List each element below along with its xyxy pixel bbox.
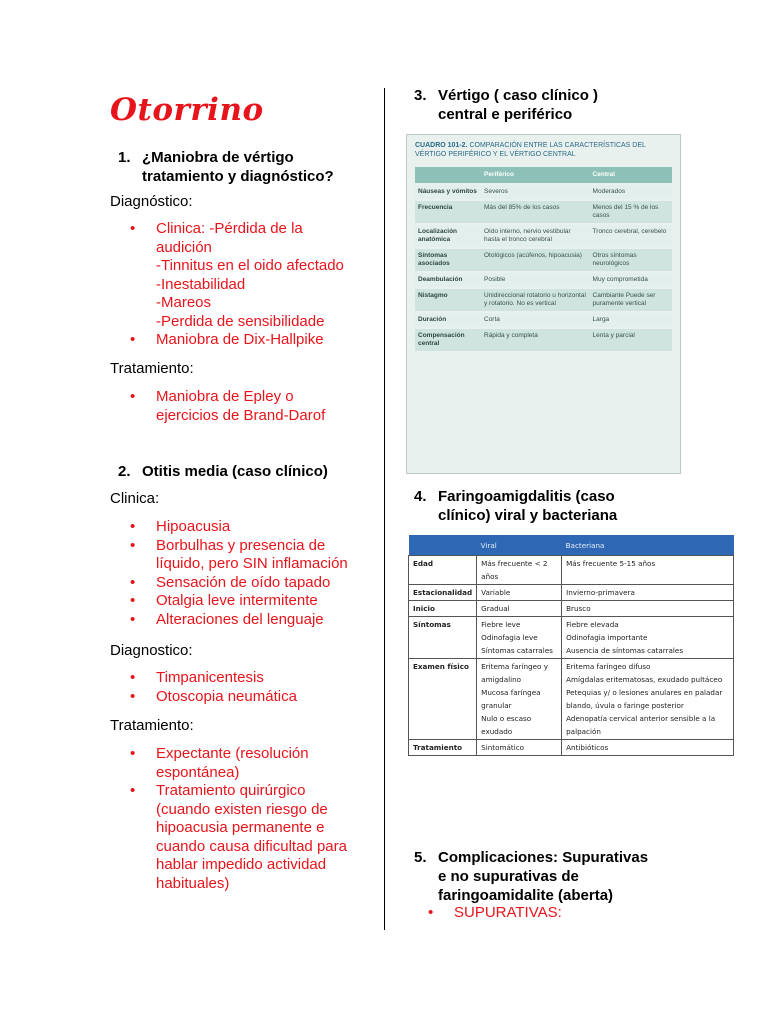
table-cell: Menos del 15 % de los casos [590,200,672,224]
column-header: Viral [477,535,562,556]
table-row [415,272,672,288]
question-5 [414,848,648,905]
table-row [409,601,734,617]
row-header-cell: Deambulación [415,272,481,288]
tratamiento2-list [130,745,380,893]
table-cell: Lenta y parcial [590,328,672,351]
question-number: 1. [118,149,131,166]
table-cell: Posible [481,272,590,288]
column-header [409,535,477,556]
list-item-line: • Tratamiento quirúrgico [156,782,306,799]
list-item [130,669,380,688]
row-header-cell: Localización anatómica [415,224,481,248]
row-header-cell: Síntomas [409,617,477,659]
page-title: Otorrino [110,92,264,128]
question-number: 4. [414,488,427,505]
table-cell: Larga [590,312,672,328]
row-header-cell: Estacionalidad [409,585,477,601]
table-cell: Variable [477,585,562,601]
diagnostico2-list [130,669,380,706]
list-item-line: -Inestabilidad [156,275,246,293]
list-item [130,220,380,331]
table-row [415,328,672,351]
diagnostico2-label: Diagnostico: [110,642,193,659]
table-cell: Eritema faríngeo difuso Amígdalas eritematosas, exudado pultáceo Petequias y/ o lesiones anulares en paladar blando, úvula o faringe posterior Adenopatía cervical anterior sensible a la palpación [562,659,734,740]
list-item-line: espontánea) [156,763,240,781]
table-row [409,617,734,659]
table-row [409,585,734,601]
table-cell: Fiebre leve Odinofagia leve Síntomas catarrales [477,617,562,659]
question-text: Vértigo ( caso clínico ) [438,87,599,104]
row-header-cell: Síntomas asociados [415,248,481,272]
table-cell: Rápida y completa [481,328,590,351]
row-header-cell: Frecuencia [415,200,481,224]
table-cell: Brusco [562,601,734,617]
table-cell: Más del 85% de los casos [481,200,590,224]
question-number: 3. [414,87,427,104]
question-text: Faringoamigdalitis (caso [438,488,615,505]
question-number: 5. [414,849,427,866]
list-item [130,611,382,630]
column-divider [384,88,385,930]
table-cell: Tronco cerebral, cerebelo [590,224,672,248]
complicaciones-list [428,904,728,923]
question-2 [118,462,328,481]
question-text: central e periférico [438,106,573,123]
list-item-line: • Expectante (resolución [156,745,309,762]
table-cell: Corta [481,312,590,328]
list-item-line: ejercicios de Brand-Darof [156,406,326,424]
table-cell: Antibióticos [562,740,734,756]
table-cell: Unidireccional rotatorio u horizontal y rotatorio. No es vertical [481,288,590,312]
row-header-cell: Inicio [409,601,477,617]
question-text: clínico) viral y bacteriana [438,507,618,524]
clinica-label: Clinica: [110,490,160,507]
diagnostico-label: Diagnóstico: [110,193,193,210]
table-cell: Cambiante Puede ser puramente vertical [590,288,672,312]
caption-text: COMPARACIÓN ENTRE LAS CARACTERÍSTICAS DEL VÉRTIGO PERIFÉRICO Y EL VÉRTIGO CENTRAL [415,142,646,158]
row-header-cell: Examen físico [409,659,477,740]
list-item [130,745,380,782]
list-item-line: • Otoscopia neumática [156,687,297,705]
column-header: Periférico [481,167,590,184]
column-header [415,167,481,184]
question-text: Complicaciones: Supurativas [438,849,649,866]
list-item-line: -Mareos [156,294,212,311]
row-header-cell: Edad [409,556,477,585]
table-row [415,200,672,224]
table-row [415,224,672,248]
question-text: faringoamidalite (aberta) [438,887,614,904]
table-row [409,659,734,740]
table-header-row [415,167,672,184]
table-row [415,248,672,272]
row-header-cell: Tratamiento [409,740,477,756]
list-item-line: • Clinica: -Pérdida de la [156,220,303,237]
question-text: e no supurativas de [438,868,579,885]
list-item-line: líquido, pero SIN inflamación [156,555,348,572]
table-cell: Sintomático [477,740,562,756]
row-header-cell: Náuseas y vómitos [415,184,481,200]
list-item-line: (cuando existen riesgo de [156,800,328,818]
caption-number: CUADRO 101-2. [415,142,468,149]
question-4 [414,487,617,525]
list-item-line: • Alteraciones del lenguaje [156,610,324,628]
question-text: tratamiento y diagnóstico? [142,168,334,185]
list-item-line: hablar impedido actividad [156,856,327,873]
list-item-line: -Perdida de sensibilidade [156,312,325,330]
list-item-line: • Otalgia leve intermitente [156,592,318,609]
table-cell: Eritema faríngeo y amigdalino Mucosa faríngea granular Nulo o escaso exudado [477,659,562,740]
question-text: ¿Maniobra de vértigo [142,149,294,166]
table-row [415,184,672,200]
row-header-cell: Duración [415,312,481,328]
tratamiento-label: Tratamiento: [110,360,194,377]
table-row [409,556,734,585]
faringo-table [408,535,734,756]
list-item [130,537,382,574]
list-item-line: • SUPURATIVAS: [454,904,562,921]
table-cell: Invierno-primavera [562,585,734,601]
tratamiento-list [130,388,380,425]
table-row [415,288,672,312]
clinica-list [130,518,382,629]
table-cell: Oído interno, nervio vestibular hasta el tronco cerebral [481,224,590,248]
table-cell: Muy comprometida [590,272,672,288]
vertigo-comparison-table-image [406,134,681,474]
table-cell: Severos [481,184,590,200]
list-item-line: habituales) [156,874,230,892]
table-cell: Gradual [477,601,562,617]
list-item-line: • Hipoacusia [156,518,231,535]
list-item [130,388,380,425]
list-item [130,331,380,350]
table-cell: Más frecuente < 2 años [477,556,562,585]
table-cell: Otológicos (acúfenos, hipoacusia) [481,248,590,272]
list-item [130,518,382,537]
list-item [130,782,380,893]
table-caption [415,141,672,159]
question-1 [118,148,334,186]
tratamiento2-label: Tratamiento: [110,717,194,734]
column-header: Bacteriana [562,535,734,556]
question-3 [414,86,598,124]
faringoamigdalitis-table-image [408,535,734,803]
list-item-line: • Timpanicentesis [156,669,264,686]
row-header-cell: Compensación central [415,328,481,351]
table-row [415,312,672,328]
table-row [409,740,734,756]
list-item [130,574,382,593]
table-header-row [409,535,734,556]
column-header: Central [590,167,672,184]
table-cell: Fiebre elevada Odinofagia importante Ausencia de síntomas catarrales [562,617,734,659]
list-item-line: • Maniobra de Epley o [156,388,294,405]
list-item-line: hipoacusia permanente e [156,819,325,836]
list-item [130,688,380,707]
question-number: 2. [118,463,131,480]
question-text: Otitis media (caso clínico) [142,463,328,480]
list-item-line: -Tinnitus en el oido afectado [156,257,344,274]
list-item-line: • Borbulhas y presencia de [156,536,326,554]
list-item-line: • Sensación de oído tapado [156,573,331,591]
list-item [428,904,728,923]
list-item [130,592,382,611]
table-cell: Otros síntomas neurológicos [590,248,672,272]
list-item-line: cuando causa dificultad para [156,837,347,855]
list-item-line: audición [156,238,212,256]
table-cell: Moderados [590,184,672,200]
list-item-line: • Maniobra de Dix-Hallpike [156,331,324,348]
row-header-cell: Nistagmo [415,288,481,312]
table-cell: Más frecuente 5-15 años [562,556,734,585]
vertigo-table [415,167,672,351]
diagnostico-list [130,220,380,350]
